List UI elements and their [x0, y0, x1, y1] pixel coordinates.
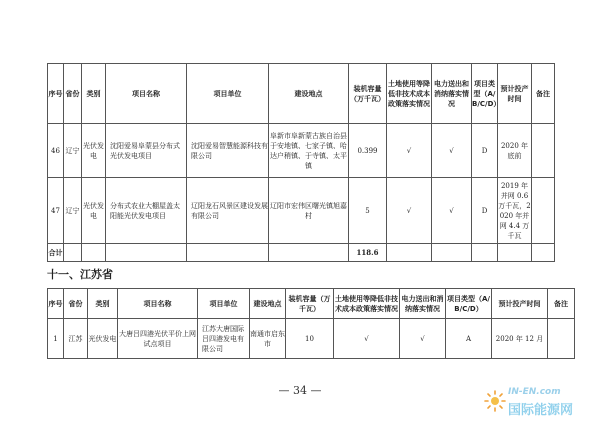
- cell-province: 辽宁: [64, 178, 82, 244]
- section-title: 十一、江苏省: [47, 268, 113, 281]
- empty-cell: [387, 244, 432, 262]
- cell-operation-time: 2019 年并网 0.6 万千瓦，2020 年并网 4.4 万千瓦: [498, 178, 532, 244]
- cell-seq: 46: [48, 124, 64, 178]
- total-value: 118.6: [349, 244, 387, 262]
- cell-seq: 47: [48, 178, 64, 244]
- header-cell: 土地使用等降低非技术成本政策落实情况: [387, 64, 432, 124]
- header-cell: 类别: [82, 64, 106, 124]
- header-cell: 项目名称: [106, 64, 187, 124]
- header-cell: 预计投产时间: [492, 289, 548, 319]
- total-row: [48, 244, 555, 262]
- cell-project-type: D: [472, 178, 498, 244]
- empty-cell: [498, 244, 532, 262]
- cell-grid-delivery: √: [400, 319, 446, 359]
- projects-table-jiangsu: [47, 288, 575, 359]
- cell-land-policy: √: [387, 124, 432, 178]
- header-cell: 序号: [48, 289, 64, 319]
- header-cell: 电力送出和消纳落实情况: [400, 289, 446, 319]
- cell-project-unit: 辽阳龙石风景区建设发展有限公司: [187, 178, 269, 244]
- cell-remark: [532, 124, 555, 178]
- header-cell: 项目名称: [118, 289, 198, 319]
- empty-cell: [82, 244, 106, 262]
- header-cell: 项目类型（A/B/C/D）: [472, 64, 498, 124]
- header-cell: 土地使用等降低非技术成本政策落实情况: [334, 289, 400, 319]
- cell-location: 辽阳市宏伟区曙光镇旭嘉村: [269, 178, 349, 244]
- empty-cell: [64, 244, 82, 262]
- watermark-url: IN-EN.com: [508, 387, 561, 397]
- cell-category: 光伏发电: [88, 319, 118, 359]
- cell-operation-time: 2020 年 12 月: [492, 319, 548, 359]
- cell-project-type: D: [472, 124, 498, 178]
- table-row: [48, 178, 555, 244]
- cell-project-name: 沈阳爱易阜蒙县分布式光伏发电项目: [106, 124, 187, 178]
- cell-remark: [548, 319, 575, 359]
- cell-project-unit: 沈阳爱易智慧能源科技有限公司: [187, 124, 269, 178]
- cell-project-name: 大唐吕四港光伏平价上网试点项目: [118, 319, 198, 359]
- header-cell: 备注: [548, 289, 575, 319]
- cell-land-policy: √: [334, 319, 400, 359]
- header-cell: 装机容量（万千瓦）: [349, 64, 387, 124]
- cell-location: 阜新市阜新蒙古族自治县于安地镇、七家子镇、哈达户稍镇、于寺镇、太平镇: [269, 124, 349, 178]
- header-cell: 省份: [64, 289, 88, 319]
- cell-grid-delivery: √: [432, 124, 472, 178]
- header-cell: 项目类型（A/B/C/D）: [446, 289, 492, 319]
- header-cell: 装机容量（万千瓦）: [286, 289, 334, 319]
- header-cell: 项目单位: [198, 289, 250, 319]
- total-label: 合计: [48, 244, 64, 262]
- empty-cell: [187, 244, 269, 262]
- header-cell: 序号: [48, 64, 64, 124]
- header-cell: 预计投产时间: [498, 64, 532, 124]
- table-row: [48, 124, 555, 178]
- cell-capacity: 5: [349, 178, 387, 244]
- cell-remark: [532, 178, 555, 244]
- header-cell: 电力送出和消纳落实情况: [432, 64, 472, 124]
- cell-land-policy: √: [387, 178, 432, 244]
- empty-cell: [432, 244, 472, 262]
- empty-cell: [269, 244, 349, 262]
- cell-operation-time: 2020 年底前: [498, 124, 532, 178]
- empty-cell: [106, 244, 187, 262]
- sun-logo-icon: [484, 390, 506, 412]
- header-cell: 省份: [64, 64, 82, 124]
- cell-project-unit: 江苏大唐国际吕四港发电有限公司: [198, 319, 250, 359]
- table-header-row: [48, 289, 575, 319]
- table-header-row: [48, 64, 555, 124]
- cell-project-name: 分布式农业大棚屋盖太阳能光伏发电项目: [106, 178, 187, 244]
- cell-seq: 1: [48, 319, 64, 359]
- cell-capacity: 0.399: [349, 124, 387, 178]
- cell-grid-delivery: √: [432, 178, 472, 244]
- header-cell: 备注: [532, 64, 555, 124]
- header-cell: 建设地点: [250, 289, 286, 319]
- header-cell: 项目单位: [187, 64, 269, 124]
- projects-table-liaoning: [47, 63, 555, 262]
- empty-cell: [472, 244, 498, 262]
- table-row: [48, 319, 575, 359]
- cell-category: 光伏发电: [82, 124, 106, 178]
- header-cell: 类别: [88, 289, 118, 319]
- watermark: [484, 386, 594, 420]
- empty-cell: [532, 244, 555, 262]
- cell-province: 江苏: [64, 319, 88, 359]
- cell-location: 南通市启东市: [250, 319, 286, 359]
- cell-capacity: 10: [286, 319, 334, 359]
- cell-province: 辽宁: [64, 124, 82, 178]
- page-number: — 34 —: [278, 384, 322, 397]
- cell-project-type: A: [446, 319, 492, 359]
- cell-category: 光伏发电: [82, 178, 106, 244]
- header-cell: 建设地点: [269, 64, 349, 124]
- watermark-name: 国际能源网: [508, 403, 574, 418]
